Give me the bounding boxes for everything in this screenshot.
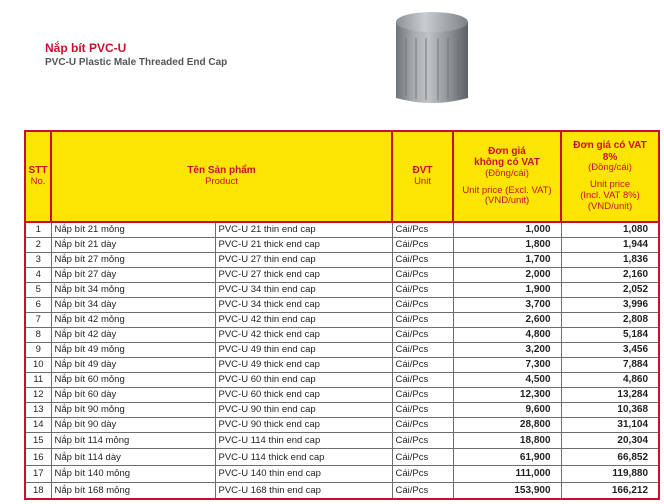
- price-incl-vat: 7,884: [561, 357, 659, 372]
- price-incl-vat: 20,304: [561, 432, 659, 449]
- product-name-en: PVC-U 114 thick end cap: [215, 449, 392, 466]
- product-name-vi: Nắp bít 27 dày: [51, 267, 215, 282]
- product-name-en: PVC-U 21 thin end cap: [215, 222, 392, 237]
- price-excl-vat: 3,700: [453, 297, 561, 312]
- row-number: 12: [25, 387, 51, 402]
- table-row: [25, 342, 659, 357]
- price-incl-vat: 2,052: [561, 282, 659, 297]
- product-name-en: PVC-U 114 thin end cap: [215, 432, 392, 449]
- price-excl-vat: 1,800: [453, 237, 561, 252]
- product-name-vi: Nắp bít 49 dày: [51, 357, 215, 372]
- product-unit: Cái/Pcs: [392, 465, 453, 482]
- table-row: [25, 267, 659, 282]
- header-price-excl-en-1: Unit price (Excl. VAT): [462, 184, 552, 196]
- price-excl-vat: 28,800: [453, 417, 561, 432]
- row-number: 6: [25, 297, 51, 312]
- product-name-en: PVC-U 168 thin end cap: [215, 482, 392, 499]
- product-name-vi: Nắp bít 21 mỏng: [51, 222, 215, 237]
- product-name-en: PVC-U 42 thin end cap: [215, 312, 392, 327]
- price-incl-vat: 13,284: [561, 387, 659, 402]
- page-title: Nắp bít PVC-U: [45, 41, 127, 55]
- product-unit: Cái/Pcs: [392, 432, 453, 449]
- header-price-incl-vi-2: 8%: [602, 151, 618, 163]
- product-name-en: PVC-U 21 thick end cap: [215, 237, 392, 252]
- product-unit: Cái/Pcs: [392, 387, 453, 402]
- product-unit: Cái/Pcs: [392, 449, 453, 466]
- product-name-en: PVC-U 27 thin end cap: [215, 252, 392, 267]
- header-price-incl-unit: (Đồng/cái): [588, 162, 632, 174]
- product-unit: Cái/Pcs: [392, 267, 453, 282]
- price-excl-vat: 1,700: [453, 252, 561, 267]
- header-stt-vi: STT: [28, 165, 48, 177]
- row-number: 5: [25, 282, 51, 297]
- product-unit: Cái/Pcs: [392, 312, 453, 327]
- table-row: [25, 357, 659, 372]
- product-name-vi: Nắp bít 42 dày: [51, 327, 215, 342]
- table-row: [25, 482, 659, 499]
- product-name-en: PVC-U 27 thick end cap: [215, 267, 392, 282]
- header-stt: [25, 131, 51, 222]
- product-unit: Cái/Pcs: [392, 357, 453, 372]
- header-price-excl-unit: (Đồng/cái): [485, 167, 529, 179]
- header-unit: [392, 131, 453, 222]
- product-name-vi: Nắp bít 34 dày: [51, 297, 215, 312]
- product-unit: Cái/Pcs: [392, 482, 453, 499]
- product-unit: Cái/Pcs: [392, 372, 453, 387]
- price-excl-vat: 1,900: [453, 282, 561, 297]
- price-excl-vat: 1,000: [453, 222, 561, 237]
- header-price-excl: [453, 131, 561, 222]
- header-price-incl: [561, 131, 659, 222]
- price-excl-vat: 9,600: [453, 402, 561, 417]
- header-price-incl-en-2: (Incl. VAT 8%): [580, 190, 640, 201]
- table-row: [25, 327, 659, 342]
- header-stt-en: No.: [30, 175, 46, 187]
- price-incl-vat: 166,212: [561, 482, 659, 499]
- table-row: [25, 312, 659, 327]
- product-name-en: PVC-U 42 thick end cap: [215, 327, 392, 342]
- price-excl-vat: 4,800: [453, 327, 561, 342]
- table-row: [25, 372, 659, 387]
- row-number: 1: [25, 222, 51, 237]
- product-name-en: PVC-U 60 thick end cap: [215, 387, 392, 402]
- row-number: 9: [25, 342, 51, 357]
- row-number: 7: [25, 312, 51, 327]
- price-excl-vat: 18,800: [453, 432, 561, 449]
- product-name-en: PVC-U 90 thick end cap: [215, 417, 392, 432]
- row-number: 2: [25, 237, 51, 252]
- table-row: [25, 449, 659, 466]
- row-number: 13: [25, 402, 51, 417]
- product-name-vi: Nắp bít 114 mỏng: [51, 432, 215, 449]
- table-row: [25, 432, 659, 449]
- price-incl-vat: 5,184: [561, 327, 659, 342]
- product-name-vi: Nắp bít 90 dày: [51, 417, 215, 432]
- product-name-vi: Nắp bít 90 mỏng: [51, 402, 215, 417]
- price-excl-vat: 12,300: [453, 387, 561, 402]
- table-body: [25, 222, 659, 499]
- header-product-vi: Tên Sản phẩm: [187, 165, 256, 177]
- table-row: [25, 297, 659, 312]
- product-unit: Cái/Pcs: [392, 402, 453, 417]
- table-row: [25, 222, 659, 237]
- price-incl-vat: 2,160: [561, 267, 659, 282]
- product-name-en: PVC-U 49 thick end cap: [215, 357, 392, 372]
- product-name-vi: Nắp bít 114 dày: [51, 449, 215, 466]
- row-number: 10: [25, 357, 51, 372]
- table-row: [25, 387, 659, 402]
- price-incl-vat: 1,080: [561, 222, 659, 237]
- price-incl-vat: 3,456: [561, 342, 659, 357]
- price-excl-vat: 2,000: [453, 267, 561, 282]
- header-price-excl-vi-2: không có VAT: [474, 157, 540, 169]
- price-incl-vat: 10,368: [561, 402, 659, 417]
- header-price-incl-vi-1: Đơn giá có VAT: [573, 140, 647, 152]
- product-unit: Cái/Pcs: [392, 282, 453, 297]
- price-excl-vat: 7,300: [453, 357, 561, 372]
- header-price-excl-vi-1: Đơn giá: [488, 145, 526, 157]
- product-name-vi: Nắp bít 60 mỏng: [51, 372, 215, 387]
- product-name-vi: Nắp bít 49 mỏng: [51, 342, 215, 357]
- table-row: [25, 237, 659, 252]
- row-number: 14: [25, 417, 51, 432]
- header-unit-vi: ĐVT: [412, 165, 433, 177]
- price-incl-vat: 1,836: [561, 252, 659, 267]
- price-incl-vat: 4,860: [561, 372, 659, 387]
- product-unit: Cái/Pcs: [392, 237, 453, 252]
- price-excl-vat: 61,900: [453, 449, 561, 466]
- price-incl-vat: 66,852: [561, 449, 659, 466]
- row-number: 18: [25, 482, 51, 499]
- table-row: [25, 402, 659, 417]
- product-unit: Cái/Pcs: [392, 342, 453, 357]
- product-name-vi: Nắp bít 60 dày: [51, 387, 215, 402]
- row-number: 16: [25, 449, 51, 466]
- price-excl-vat: 4,500: [453, 372, 561, 387]
- product-name-en: PVC-U 49 thin end cap: [215, 342, 392, 357]
- price-incl-vat: 119,880: [561, 465, 659, 482]
- header-unit-en: Unit: [414, 175, 431, 187]
- header-product: [51, 131, 392, 222]
- product-name-en: PVC-U 140 thin end cap: [215, 465, 392, 482]
- price-incl-vat: 3,996: [561, 297, 659, 312]
- price-incl-vat: 1,944: [561, 237, 659, 252]
- row-number: 8: [25, 327, 51, 342]
- product-name-vi: Nắp bít 168 mỏng: [51, 482, 215, 499]
- product-name-vi: Nắp bít 27 mỏng: [51, 252, 215, 267]
- product-unit: Cái/Pcs: [392, 417, 453, 432]
- table-row: [25, 282, 659, 297]
- price-incl-vat: 31,104: [561, 417, 659, 432]
- price-incl-vat: 2,808: [561, 312, 659, 327]
- product-name-vi: Nắp bít 34 mỏng: [51, 282, 215, 297]
- page-subtitle: PVC-U Plastic Male Threaded End Cap: [45, 57, 228, 68]
- product-name-vi: Nắp bít 42 mỏng: [51, 312, 215, 327]
- table-row: [25, 417, 659, 432]
- product-name-en: PVC-U 90 thin end cap: [215, 402, 392, 417]
- product-name-en: PVC-U 60 thin end cap: [215, 372, 392, 387]
- row-number: 17: [25, 465, 51, 482]
- header-price-excl-en-2: (VND/unit): [484, 195, 530, 207]
- product-name-vi: Nắp bít 140 mỏng: [51, 465, 215, 482]
- product-unit: Cái/Pcs: [392, 297, 453, 312]
- price-excl-vat: 3,200: [453, 342, 561, 357]
- product-unit: Cái/Pcs: [392, 327, 453, 342]
- price-excl-vat: 2,600: [453, 312, 561, 327]
- price-excl-vat: 153,900: [453, 482, 561, 499]
- price-table: [24, 130, 660, 500]
- row-number: 3: [25, 252, 51, 267]
- product-unit: Cái/Pcs: [392, 252, 453, 267]
- table-row: [25, 465, 659, 482]
- product-image: [388, 4, 476, 112]
- table-row: [25, 252, 659, 267]
- product-name-vi: Nắp bít 21 dày: [51, 237, 215, 252]
- row-number: 11: [25, 372, 51, 387]
- product-unit: Cái/Pcs: [392, 222, 453, 237]
- product-name-en: PVC-U 34 thick end cap: [215, 297, 392, 312]
- price-excl-vat: 111,000: [453, 465, 561, 482]
- header-price-incl-en-3: (VND/unit): [587, 200, 633, 212]
- row-number: 4: [25, 267, 51, 282]
- header-product-en: Product: [205, 175, 238, 187]
- header-price-incl-en-1: Unit price: [589, 179, 631, 191]
- product-name-en: PVC-U 34 thin end cap: [215, 282, 392, 297]
- row-number: 15: [25, 432, 51, 449]
